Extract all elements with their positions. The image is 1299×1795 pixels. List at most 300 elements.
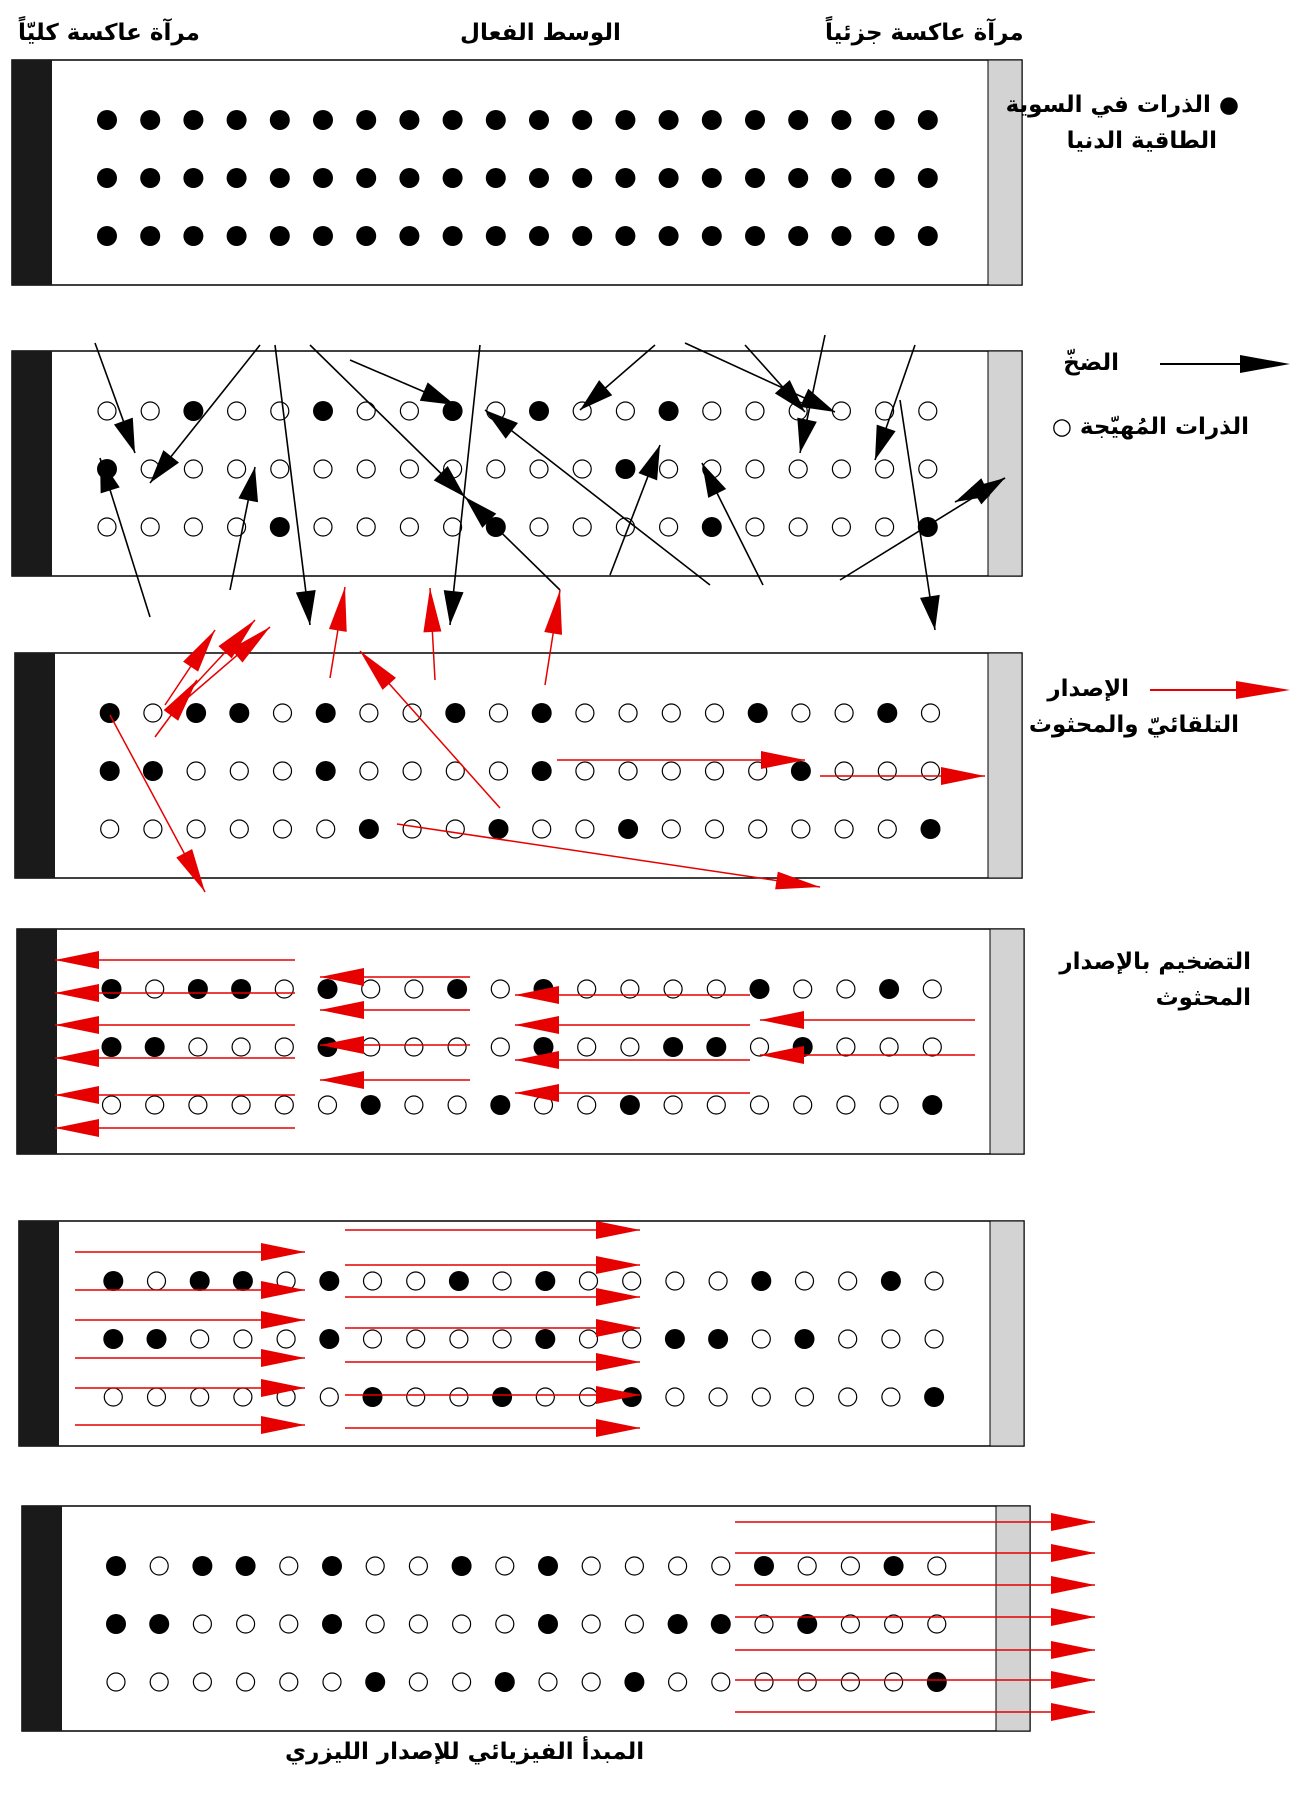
excited-atom [578, 1038, 596, 1056]
ground-atom [615, 226, 635, 246]
excited-atom [582, 1615, 600, 1633]
excited-atom [880, 1096, 898, 1114]
ground-atom [140, 226, 160, 246]
ground-atom [97, 226, 117, 246]
legend-ground-atoms [1006, 88, 1239, 159]
excited-atom [357, 518, 375, 536]
excited-atom [922, 704, 940, 722]
full-mirror [17, 929, 57, 1154]
excited-atom [357, 460, 375, 478]
pump-arrow-head [920, 595, 940, 630]
ground-atom [702, 168, 722, 188]
ground-atom [875, 110, 895, 130]
laser-cavity [17, 929, 1024, 1154]
excited-atom [876, 518, 894, 536]
excited-atom [184, 460, 202, 478]
excited-atom [798, 1673, 816, 1691]
ground-atom [365, 1672, 385, 1692]
ground-atom [97, 168, 117, 188]
ground-atom [535, 1271, 555, 1291]
excited-atom [923, 1038, 941, 1056]
excited-atom [835, 762, 853, 780]
excited-atom [794, 980, 812, 998]
ground-atom [318, 979, 338, 999]
excited-atom [490, 704, 508, 722]
excited-atom [660, 460, 678, 478]
ground-atom [831, 110, 851, 130]
legend-amplification-line2: المحثوث [1155, 984, 1251, 1011]
legend-amplification [1059, 945, 1251, 1016]
ground-atom [399, 168, 419, 188]
ground-atom [103, 1329, 123, 1349]
excited-atom [792, 820, 810, 838]
excited-atom [706, 820, 724, 838]
excited-atom [275, 980, 293, 998]
ground-atom [884, 1556, 904, 1576]
excited-atom [405, 1038, 423, 1056]
ground-atom [924, 1387, 944, 1407]
ground-atom [106, 1614, 126, 1634]
excited-atom [752, 1388, 770, 1406]
excited-atom [876, 402, 894, 420]
ground-atom [322, 1614, 342, 1634]
excited-atom [314, 460, 332, 478]
excited-atom [925, 1272, 943, 1290]
excited-atom [496, 1557, 514, 1575]
excited-atom [746, 460, 764, 478]
excited-atom [662, 704, 680, 722]
ground-atom [313, 168, 333, 188]
legend-ground-line2: الطاقية الدنيا [1066, 127, 1217, 154]
excited-atom [487, 460, 505, 478]
full-mirror [22, 1506, 62, 1731]
excited-atom [751, 1096, 769, 1114]
excited-atom [319, 1096, 337, 1114]
legend-excited-label: الذرات المُهيّجة [1079, 414, 1249, 440]
excited-atom [749, 820, 767, 838]
ground-atom [881, 1271, 901, 1291]
legend-emission [1028, 672, 1239, 743]
ground-atom [615, 110, 635, 130]
ground-atom [313, 110, 333, 130]
legend-ground-line1: الذرات في السوية [1005, 92, 1211, 118]
excited-atom [271, 402, 289, 420]
ground-atom [356, 226, 376, 246]
full-mirror [15, 653, 55, 878]
ground-atom [319, 1329, 339, 1349]
excited-atom [448, 1096, 466, 1114]
ground-atom [319, 1271, 339, 1291]
ground-atom [877, 703, 897, 723]
red-arrow-icon [1150, 678, 1290, 702]
excited-atom [706, 704, 724, 722]
ground-atom [227, 226, 247, 246]
ground-atom [106, 1556, 126, 1576]
excited-atom [530, 460, 548, 478]
ground-atom [921, 819, 941, 839]
excited-atom [625, 1615, 643, 1633]
ground-atom [183, 401, 203, 421]
excited-atom [712, 1673, 730, 1691]
ground-atom [316, 703, 336, 723]
ground-atom [529, 110, 549, 130]
laser-cavity [19, 1221, 1024, 1446]
ground-atom [449, 1271, 469, 1291]
excited-atom [796, 1388, 814, 1406]
excited-atom [878, 820, 896, 838]
ground-atom [831, 168, 851, 188]
excited-atom [141, 518, 159, 536]
ground-atom [748, 703, 768, 723]
ground-atom [183, 226, 203, 246]
active-medium-label: الوسط الفعال [460, 20, 621, 46]
excited-atom [409, 1615, 427, 1633]
ground-atom [702, 517, 722, 537]
excited-atom [490, 762, 508, 780]
excited-atom [405, 980, 423, 998]
excited-atom [274, 704, 292, 722]
excited-atom [280, 1615, 298, 1633]
ground-atom [529, 168, 549, 188]
excited-atom [841, 1673, 859, 1691]
excited-atom [409, 1557, 427, 1575]
excited-atom [789, 460, 807, 478]
ground-atom [102, 979, 122, 999]
ground-atom [788, 110, 808, 130]
ground-atom [927, 1672, 947, 1692]
excited-atom [187, 820, 205, 838]
excited-atom [666, 1272, 684, 1290]
excited-atom [277, 1330, 295, 1348]
excited-atom [189, 1038, 207, 1056]
ground-atom [751, 1271, 771, 1291]
excited-atom [491, 1038, 509, 1056]
excited-atom [193, 1615, 211, 1633]
ground-atom [745, 110, 765, 130]
ground-atom [149, 1614, 169, 1634]
ground-atom [270, 110, 290, 130]
excited-atom [706, 762, 724, 780]
excited-atom [530, 518, 548, 536]
pump-arrow-head [296, 590, 316, 625]
excited-atom [360, 762, 378, 780]
excited-atom [362, 980, 380, 998]
excited-atom [619, 762, 637, 780]
excited-atom [533, 820, 551, 838]
ground-atom [188, 979, 208, 999]
black-arrow-icon [1160, 352, 1290, 376]
ground-atom [356, 110, 376, 130]
ground-atom [535, 1329, 555, 1349]
ground-atom [795, 1329, 815, 1349]
stage-amplify-right [19, 1221, 1024, 1446]
excited-atom [230, 820, 248, 838]
legend-emission-line2: التلقائيّ والمحثوث [1028, 711, 1239, 738]
photon-arrow-head [1051, 1671, 1095, 1689]
excited-atom [403, 762, 421, 780]
ground-atom [183, 110, 203, 130]
photon-arrow-head [423, 588, 441, 632]
ground-atom [875, 168, 895, 188]
ground-atom [147, 1329, 167, 1349]
excited-atom [882, 1330, 900, 1348]
ground-atom [190, 1271, 210, 1291]
excited-atom [922, 762, 940, 780]
excited-atom [280, 1673, 298, 1691]
ground-atom [140, 110, 160, 130]
excited-atom [536, 1388, 554, 1406]
excited-atom [666, 1388, 684, 1406]
excited-atom [146, 1096, 164, 1114]
excited-atom [320, 1388, 338, 1406]
ground-atom [97, 110, 117, 130]
excited-atom [832, 460, 850, 478]
ground-atom [486, 226, 506, 246]
photon-arrow-head [1051, 1608, 1095, 1626]
excited-atom [107, 1673, 125, 1691]
ground-atom [918, 110, 938, 130]
excited-atom [582, 1673, 600, 1691]
ground-atom [750, 979, 770, 999]
ground-atom [918, 226, 938, 246]
ground-atom [489, 819, 509, 839]
excited-atom [101, 820, 119, 838]
excited-atom [234, 1388, 252, 1406]
excited-atom [664, 1096, 682, 1114]
excited-atom [573, 460, 591, 478]
excited-atom [446, 820, 464, 838]
ground-atom [313, 401, 333, 421]
excited-atom [832, 518, 850, 536]
ground-atom [447, 979, 467, 999]
ground-atom [183, 168, 203, 188]
full-mirror [12, 351, 52, 576]
excited-atom [752, 1330, 770, 1348]
excited-atom [453, 1615, 471, 1633]
laser-cavity [15, 653, 1022, 878]
ground-atom [659, 401, 679, 421]
ground-atom [100, 761, 120, 781]
excited-atom [317, 820, 335, 838]
excited-atom [660, 518, 678, 536]
partial-mirror [990, 1221, 1024, 1446]
excited-atom [323, 1673, 341, 1691]
ground-atom [486, 110, 506, 130]
ground-atom [227, 110, 247, 130]
ground-atom [745, 168, 765, 188]
excited-atom [450, 1388, 468, 1406]
partial-mirror [996, 1506, 1030, 1731]
excited-atom [539, 1673, 557, 1691]
excited-atom [366, 1557, 384, 1575]
ground-atom [706, 1037, 726, 1057]
ground-atom [572, 226, 592, 246]
excited-atom [839, 1272, 857, 1290]
excited-atom [275, 1096, 293, 1114]
photon-arrow-head [1051, 1576, 1095, 1594]
excited-atom [925, 1330, 943, 1348]
excited-atom [193, 1673, 211, 1691]
excited-atom [144, 820, 162, 838]
ground-atom [538, 1556, 558, 1576]
excited-atom [493, 1330, 511, 1348]
full-mirror [19, 1221, 59, 1446]
ground-atom [745, 226, 765, 246]
photon-arrow-head [1051, 1513, 1095, 1531]
laser-cavity [22, 1506, 1030, 1731]
ground-atom [316, 761, 336, 781]
excited-atom [623, 1330, 641, 1348]
legend-emission-line1: الإصدار [1047, 676, 1129, 702]
ground-atom [359, 819, 379, 839]
stage-output [22, 1506, 1030, 1731]
ground-atom [322, 1556, 342, 1576]
excited-atom [712, 1557, 730, 1575]
ground-atom [618, 819, 638, 839]
excited-atom [885, 1673, 903, 1691]
ground-atom [227, 168, 247, 188]
ground-atom [922, 1095, 942, 1115]
excited-atom [409, 1673, 427, 1691]
excited-atom [619, 704, 637, 722]
excited-atom [576, 762, 594, 780]
ground-atom [102, 1037, 122, 1057]
ground-atom [668, 1614, 688, 1634]
excited-atom [366, 1615, 384, 1633]
ground-atom [443, 110, 463, 130]
excited-atom [448, 1038, 466, 1056]
ground-atom [100, 703, 120, 723]
excited-atom [919, 402, 937, 420]
ground-atom [615, 168, 635, 188]
ground-atom [490, 1095, 510, 1115]
excited-atom [839, 1330, 857, 1348]
excited-atom [405, 1096, 423, 1114]
excited-atom [234, 1330, 252, 1348]
excited-atom [876, 460, 894, 478]
excited-atom [357, 402, 375, 420]
stage-amplify-left [17, 929, 1024, 1154]
ground-atom [236, 1556, 256, 1576]
partial-mirror-label: مرآة عاكسة جزئياً [825, 20, 1024, 46]
ground-atom [875, 226, 895, 246]
excited-atom [751, 1038, 769, 1056]
excited-atom [98, 402, 116, 420]
excited-atom [403, 820, 421, 838]
excited-atom [271, 460, 289, 478]
excited-atom [191, 1330, 209, 1348]
ground-atom [399, 226, 419, 246]
excited-atom [755, 1673, 773, 1691]
excited-atom [662, 762, 680, 780]
filled-circle-icon: ● [1218, 92, 1239, 118]
excited-atom [882, 1388, 900, 1406]
excited-atom [576, 704, 594, 722]
excited-atom [232, 1096, 250, 1114]
excited-atom [407, 1272, 425, 1290]
partial-mirror [990, 929, 1024, 1154]
ground-atom [879, 979, 899, 999]
ground-atom [231, 979, 251, 999]
photon-arrow-head [1051, 1703, 1095, 1721]
ground-atom [659, 168, 679, 188]
excited-atom [794, 1096, 812, 1114]
ground-atom [788, 168, 808, 188]
excited-atom [98, 518, 116, 536]
stage-emission [15, 653, 1022, 878]
ground-atom [659, 110, 679, 130]
excited-atom [314, 518, 332, 536]
excited-atom [228, 460, 246, 478]
ground-atom [538, 1614, 558, 1634]
stage-ground [12, 60, 1022, 285]
ground-atom [270, 226, 290, 246]
excited-atom [709, 1272, 727, 1290]
excited-atom [146, 980, 164, 998]
hollow-circle-icon: ○ [1051, 414, 1072, 440]
excited-atom [148, 1272, 166, 1290]
excited-atom [703, 402, 721, 420]
excited-atom [400, 460, 418, 478]
excited-atom [880, 1038, 898, 1056]
excited-atom [580, 1272, 598, 1290]
legend-amplification-line1: التضخيم بالإصدار [1059, 949, 1251, 975]
pump-arrow-head [444, 590, 464, 625]
excited-atom [191, 1388, 209, 1406]
excited-atom [746, 518, 764, 536]
ground-atom [443, 168, 463, 188]
diagram-caption: المبدأ الفيزيائي للإصدار الليزري [285, 1739, 645, 1765]
excited-atom [792, 704, 810, 722]
excited-atom [400, 518, 418, 536]
excited-atom [832, 402, 850, 420]
ground-atom [361, 1095, 381, 1115]
excited-atom [232, 1038, 250, 1056]
excited-atom [621, 1038, 639, 1056]
excited-atom [148, 1388, 166, 1406]
ground-atom [492, 1387, 512, 1407]
ground-atom [788, 226, 808, 246]
excited-atom [141, 402, 159, 420]
ground-atom [831, 226, 851, 246]
excited-atom [274, 820, 292, 838]
laser-cavity [12, 60, 1022, 285]
excited-atom [362, 1038, 380, 1056]
excited-atom [919, 460, 937, 478]
ground-atom [532, 761, 552, 781]
ground-atom [711, 1614, 731, 1634]
excited-atom [237, 1615, 255, 1633]
excited-atom [274, 762, 292, 780]
excited-atom [580, 1330, 598, 1348]
excited-atom [669, 1557, 687, 1575]
ground-atom [356, 168, 376, 188]
excited-atom [360, 704, 378, 722]
excited-atom [364, 1330, 382, 1348]
excited-atom [928, 1557, 946, 1575]
ground-atom [233, 1271, 253, 1291]
excited-atom [144, 704, 162, 722]
ground-atom [143, 761, 163, 781]
excited-atom [878, 762, 896, 780]
excited-atom [923, 980, 941, 998]
ground-atom [572, 110, 592, 130]
excited-atom [709, 1388, 727, 1406]
excited-atom [407, 1388, 425, 1406]
excited-atom [237, 1673, 255, 1691]
excited-atom [669, 1673, 687, 1691]
ground-atom [486, 168, 506, 188]
